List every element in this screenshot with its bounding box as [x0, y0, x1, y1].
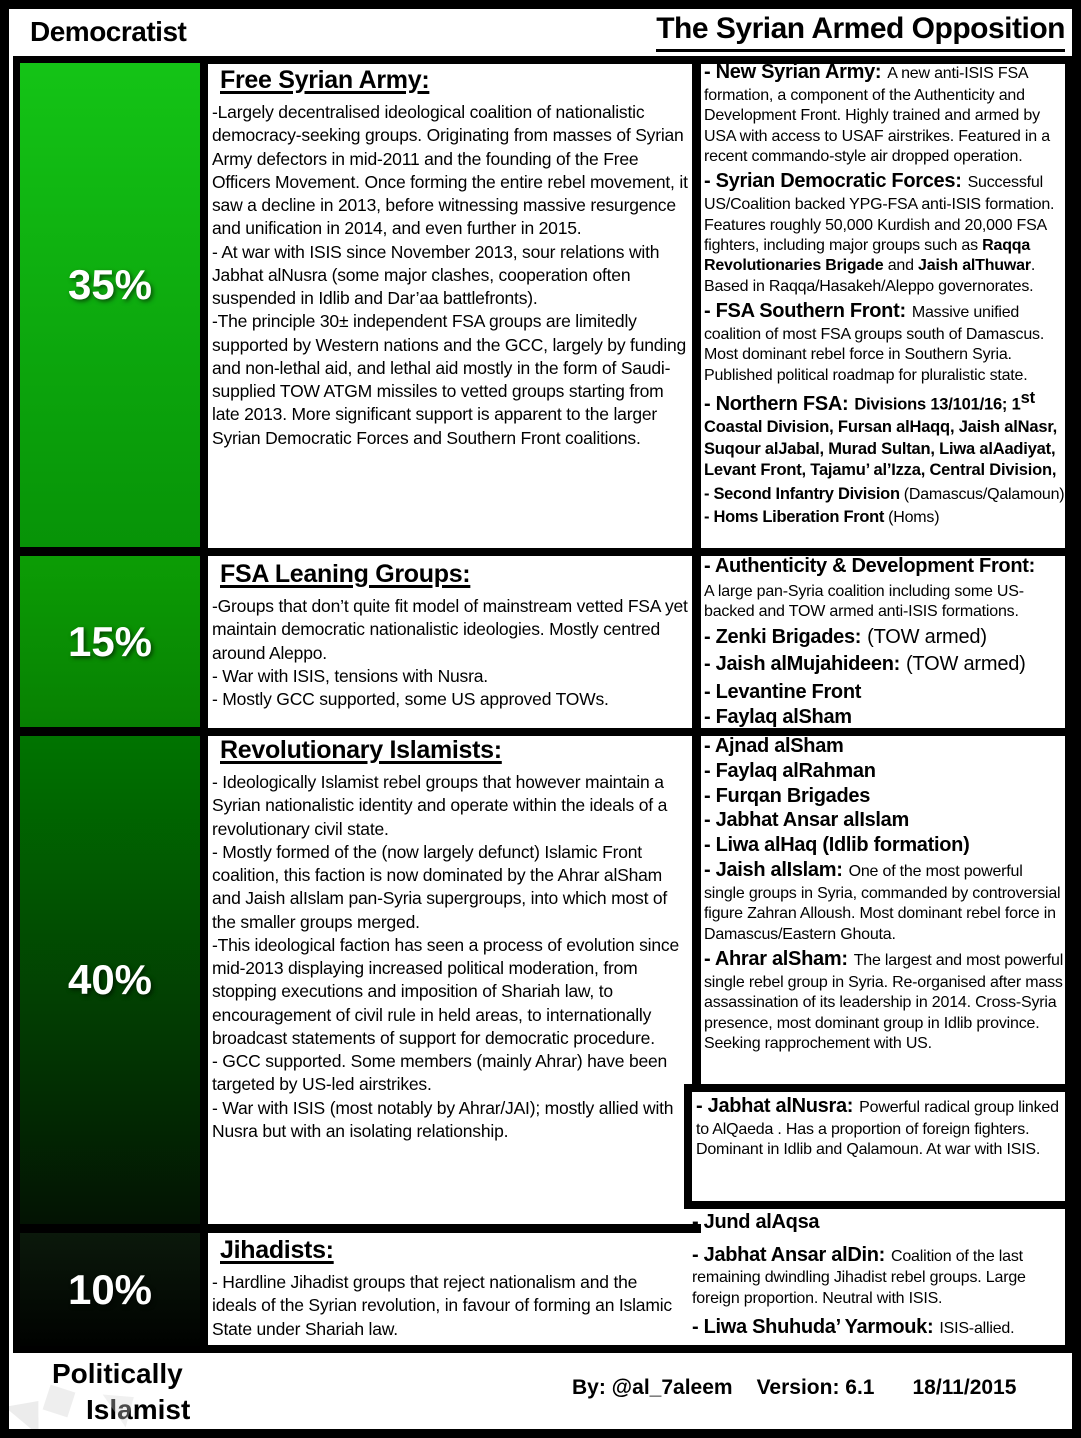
group-jabhat-ansar-aldin [692, 1243, 1070, 1310]
group-name: - Jabhat alNusra: [696, 1095, 854, 1117]
group-name: - Jabhat Ansar alDin: [692, 1243, 885, 1266]
group-desc: Successful US/Coalition backed YPG-FSA anti-ISIS formation. Features roughly 50,000 Kurdish and 20,000 FSA fighters, including major groups such as [704, 174, 1055, 254]
row-divider-jihadists [200, 1224, 701, 1233]
group-desc: A large pan-Syria coalition including some US-backed and TOW armed anti-ISIS formations. [704, 582, 1024, 621]
group-name: - Northern FSA: [704, 392, 849, 415]
credit-version: Version: 6.1 [756, 1376, 875, 1399]
rev-islamists-paragraph-4: - GCC supported. Some members (mainly Ahrar) have been targeted by US-led airstrikes. [212, 1051, 668, 1095]
rev-islamists-paragraph-2: - Mostly formed of the (now largely defunct) Islamic Front coalition, this faction is now dominated by the Ahrar alSham and Jaish alIslam pan-Syria supergroups, into which most of the smaller groups merged. [212, 841, 668, 932]
group-new-syrian-army [704, 60, 1066, 167]
group-desc: A new anti-ISIS FSA formation, a component of the Authenticity and Development Front. Highly trained and armed by USA with access to USAF airstrikes. Featured in a recent commando-style air dropped operation. [704, 65, 1050, 165]
divisions-list: Coastal Division, Fursan alHaqq, Jaish alNasr, Suqour alJabal, Murad Sultan, Liwa alAadiyat, Levant Front, Tajamu’ al’Izza, Central Division, [704, 418, 1058, 480]
bar-segment-fsa-leaning [20, 556, 200, 727]
group-ahrar-alsham [704, 947, 1066, 1054]
group-desc-bold: Raqqa Revolutionaries Brigade [704, 237, 1031, 275]
group-desc: ISIS-allied. [939, 1320, 1015, 1338]
group-name: - Homs Liberation Front [704, 508, 885, 527]
group-jaish-alislam [704, 858, 1066, 945]
fsa-leaning-paragraph-3: - Mostly GCC supported, some US approved TOWs. [212, 689, 609, 710]
jihadists-paragraph-1: - Hardline Jihadist groups that reject nationalism and the ideals of the Syrian revolution, in favour of forming an Islamic State under Shariah law. [212, 1272, 672, 1339]
page-title: The Syrian Armed Opposition [656, 12, 1065, 52]
group-furqan-brigades: - Furqan Brigades [704, 784, 871, 807]
group-name: - Syrian Democratic Forces: [704, 170, 962, 193]
group-name: - Ahrar alSham: [704, 947, 848, 970]
page-title-wrap [656, 12, 1065, 52]
group-zenki [704, 625, 1066, 651]
group-jabhat-alnusra [696, 1094, 1062, 1161]
group-liwa-alhaq: - Liwa alHaq (Idlib formation) [704, 834, 970, 857]
nusra-panel [696, 1094, 1062, 1200]
group-jaish-almujahideen [704, 652, 1066, 678]
group-desc: . Based in Raqqa/Hasakeh/Aleppo governorates. [704, 257, 1036, 295]
fsa-paragraph-2: - At war with ISIS since November 2013, sour relations with Jabhat alNusra (some major clashes, cooperation often suspended in Idlib and Dar’aa battlefronts). [212, 241, 660, 309]
fsa-leaning-paragraph-1: -Groups that don’t quite fit model of mainstream vetted FSA yet maintain democratic nationalistic ideologies. Mostly centred around Aleppo. [212, 596, 688, 663]
group-second-infantry [704, 484, 1066, 505]
column-divider-top [692, 56, 701, 737]
group-desc: (Damascus/Qalamoun) [903, 485, 1065, 503]
bar-segment-jihadists [20, 1233, 200, 1346]
fsa-description-panel [212, 64, 692, 550]
section-heading-revolutionary-islamists: Revolutionary Islamists: [220, 736, 502, 764]
rev-islamists-paragraph-5: - War with ISIS (most notably by Ahrar/JAI); mostly allied with Nusra but with an isolating relationship. [212, 1097, 674, 1141]
fsa-paragraph-3: -The principle 30± independent FSA groups are limitedly supported by Western nations and the GCC, largely by funding and non-lethal aid, and lethal aid mostly in the form of Saudi-supplied TOW ATGM missiles to vetted groups starting from late 2013. More significant support is apparent to the larger Syrian Democratic Forces and Southern Front coalitions. [212, 311, 687, 448]
group-desc: Powerful radical group linked to AlQaeda . Has a proportion of foreign fighters. Dominant in Idlib and Qalamoun. At war with ISIS. [696, 1099, 1059, 1159]
fsa-leaning-groups-panel [704, 554, 1066, 730]
group-faylaq-alsham: - Faylaq alSham [704, 705, 852, 728]
divisions-sup: st [1020, 389, 1035, 408]
group-jabhat-ansar-alislam: - Jabhat Ansar alIslam [704, 809, 909, 832]
ideology-percentage-bar [13, 56, 207, 1353]
section-heading-fsa: Free Syrian Army: [220, 66, 430, 94]
group-desc: Massive unified coalition of most FSA groups south of Damascus. Most dominant rebel force in Southern Syria. Published political roadmap for pluralistic state. [704, 304, 1045, 384]
axis-bottom-label-line1: Politically [52, 1358, 183, 1389]
group-desc: (TOW armed) [905, 653, 1026, 676]
group-adf-desc [704, 582, 1066, 623]
axis-top-label: Democratist [30, 16, 187, 47]
group-desc: One of the most powerful single groups in Syria, commanded by controversial figure Zahran Alloush. Most dominant rebel force in Damascus/Eastern Ghouta. [704, 862, 1061, 943]
group-desc: Coalition of the last remaining dwindling Jihadist rebel groups. Large foreign proportion. Neutral with ISIS. [692, 1247, 1026, 1307]
group-name: - Zenki Brigades: [704, 625, 862, 648]
credit-date: 18/11/2015 [912, 1376, 1017, 1399]
divisions-list: Divisions 13/101/16; 1 [854, 395, 1021, 414]
bar-segment-revolutionary-islamists [20, 736, 200, 1224]
group-desc: and [883, 257, 919, 275]
group-name: - Authenticity & Development Front: [704, 555, 1035, 577]
group-desc: The largest and most powerful single rebel group in Syria. Re-organised after mass assassination of its leadership in 2014. Cross-Syria presence, most dominant group in Idlib province. Seeking rapprochement with US. [704, 951, 1064, 1052]
jihadists-description-panel [212, 1234, 682, 1346]
fsa-paragraph-1: -Largely decentralised ideological coalition of nationalistic democracy-seeking groups. Originating from masses of Syrian Army defectors in mid-2011 and the founding of the Free Officers Movement. Once forming the entire rebel movement, it saw a decline in 2013, before witnessing massive resurgence and unification in 2014, and even further in 2015. [212, 102, 688, 239]
group-name: - New Syrian Army: [704, 61, 882, 83]
revolutionary-islamists-description-panel [212, 734, 694, 1220]
revolutionary-islamists-groups-panel [704, 734, 1066, 1082]
group-faylaq-alrahman: - Faylaq alRahman [704, 759, 876, 782]
segment-percent-label: 35% [67, 261, 153, 308]
group-name: - Second Infantry Division [704, 484, 900, 503]
group-ajnad-alsham: - Ajnad alSham [704, 735, 844, 757]
group-desc: (TOW armed) [867, 625, 987, 648]
rev-islamists-paragraph-1: - Ideologically Islamist rebel groups that however maintain a Syrian nationalistic identity and operate within the ideals of a revolutionary civil state. [212, 772, 668, 839]
segment-percent-label: 40% [67, 956, 153, 1003]
group-liwa-shuhuda-yarmouk [692, 1315, 1070, 1341]
bar-divider [20, 1224, 200, 1233]
rev-islamists-paragraph-3: -This ideological faction has seen a process of evolution since mid-2013 displaying increased political moderation, from stopping executions and imposition of Shariah law, to encouragement of civil rule in held areas, to internationally broadcast statements of support for democratic procedure. [212, 934, 679, 1048]
group-adf [704, 554, 1066, 580]
segment-percent-label: 15% [67, 617, 153, 665]
section-heading-fsa-leaning: FSA Leaning Groups: [220, 560, 471, 588]
group-name: - FSA Southern Front: [704, 300, 906, 323]
group-desc: (Homs) [888, 509, 940, 527]
fsa-groups-panel [704, 60, 1066, 552]
jihadists-groups-panel [692, 1210, 1070, 1350]
group-homs-liberation [704, 507, 1066, 528]
segment-percent-label: 10% [67, 1265, 153, 1313]
bar-divider [20, 727, 200, 736]
credit-line [572, 1376, 1016, 1400]
bar-divider [20, 547, 200, 556]
axis-bottom-label-line2: Islamist [86, 1394, 191, 1425]
group-name: - Jaish alMujahideen: [704, 653, 900, 676]
fsa-leaning-paragraph-2: - War with ISIS, tensions with Nusra. [212, 665, 488, 686]
group-name: - Jaish alIslam: [704, 858, 843, 881]
group-northern-fsa [704, 388, 1066, 481]
group-sdf [704, 169, 1066, 297]
group-jund-alaqsa: - Jund alAqsa [692, 1211, 820, 1233]
bar-segment-fsa [20, 63, 200, 547]
group-desc-bold: Jaish alThuwar [918, 257, 1031, 275]
fsa-leaning-description-panel [212, 558, 692, 730]
credit-author: By: @al_7aleem [572, 1376, 733, 1399]
group-southern-front [704, 299, 1066, 386]
section-heading-jihadists: Jihadists: [220, 1236, 334, 1264]
group-name: - Liwa Shuhuda’ Yarmouk: [692, 1316, 934, 1339]
group-levantine-front: - Levantine Front [704, 680, 862, 703]
